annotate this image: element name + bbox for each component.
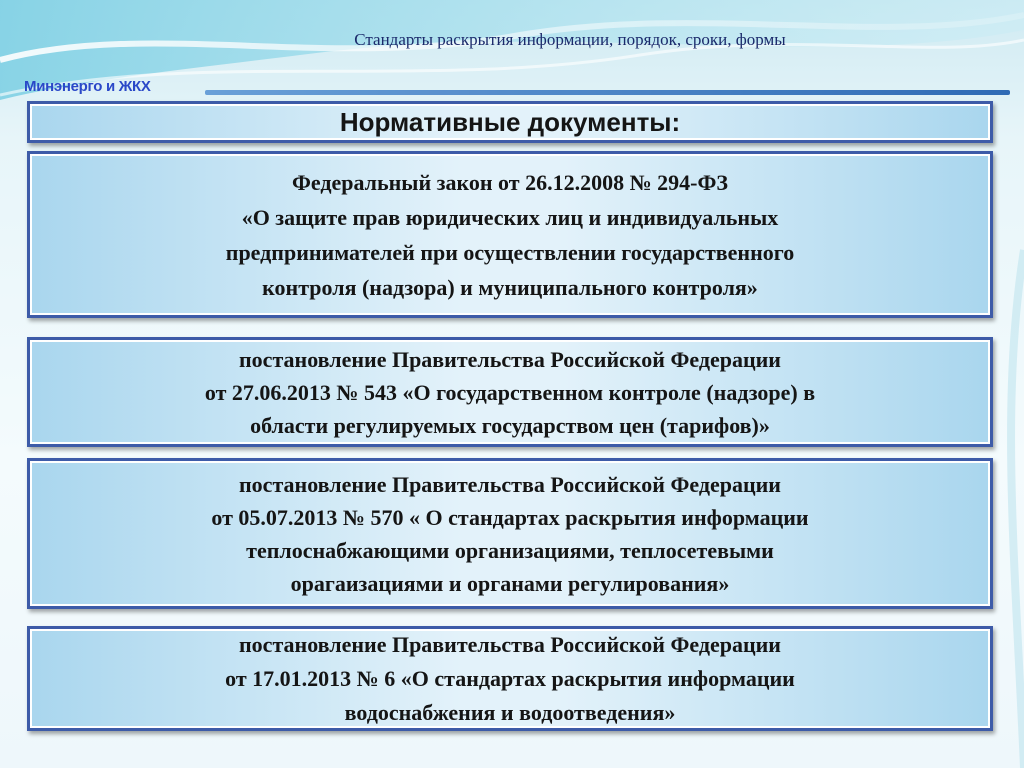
header-divider: [205, 90, 1010, 95]
document-line: теплоснабжающими организациями, теплосетевыми: [246, 537, 774, 563]
document-line: «О защите прав юридических лиц и индивидуальных: [241, 204, 779, 230]
document-line: от 17.01.2013 № 6 «О стандартах раскрытия информации: [225, 665, 795, 691]
document-card-federal-law: [27, 151, 993, 318]
document-line: постановление Правительства Российской Федерации: [239, 471, 781, 497]
document-card-resolution-543: [27, 337, 993, 447]
document-line: контроля (надзора) и муниципального контроля»: [262, 274, 758, 300]
section-heading-box: [27, 101, 993, 143]
document-line: Федеральный закон от 26.12.2008 № 294-ФЗ: [291, 169, 729, 195]
document-line: орагаизациями и органами регулирования»: [290, 570, 730, 596]
page-title: Стандарты раскрытия информации, порядок, сроки, формы: [354, 30, 786, 49]
document-line: предпринимателей при осуществлении государственного: [225, 239, 795, 265]
section-heading: Нормативные документы:: [339, 106, 681, 137]
organization-label: Минэнерго и ЖКХ: [24, 78, 151, 95]
document-line: области регулируемых государством цен (тарифов)»: [250, 412, 770, 438]
document-line: постановление Правительства Российской Федерации: [239, 631, 781, 657]
document-card-resolution-570: [27, 458, 993, 609]
document-line: водоснабжения и водоотведения»: [344, 699, 676, 725]
document-line: от 05.07.2013 № 570 « О стандартах раскрытия информации: [211, 504, 809, 530]
document-line: от 27.06.2013 № 543 «О государственном контроле (надзоре) в: [204, 379, 816, 405]
document-card-resolution-6: [27, 626, 993, 731]
document-line: постановление Правительства Российской Федерации: [239, 346, 781, 372]
